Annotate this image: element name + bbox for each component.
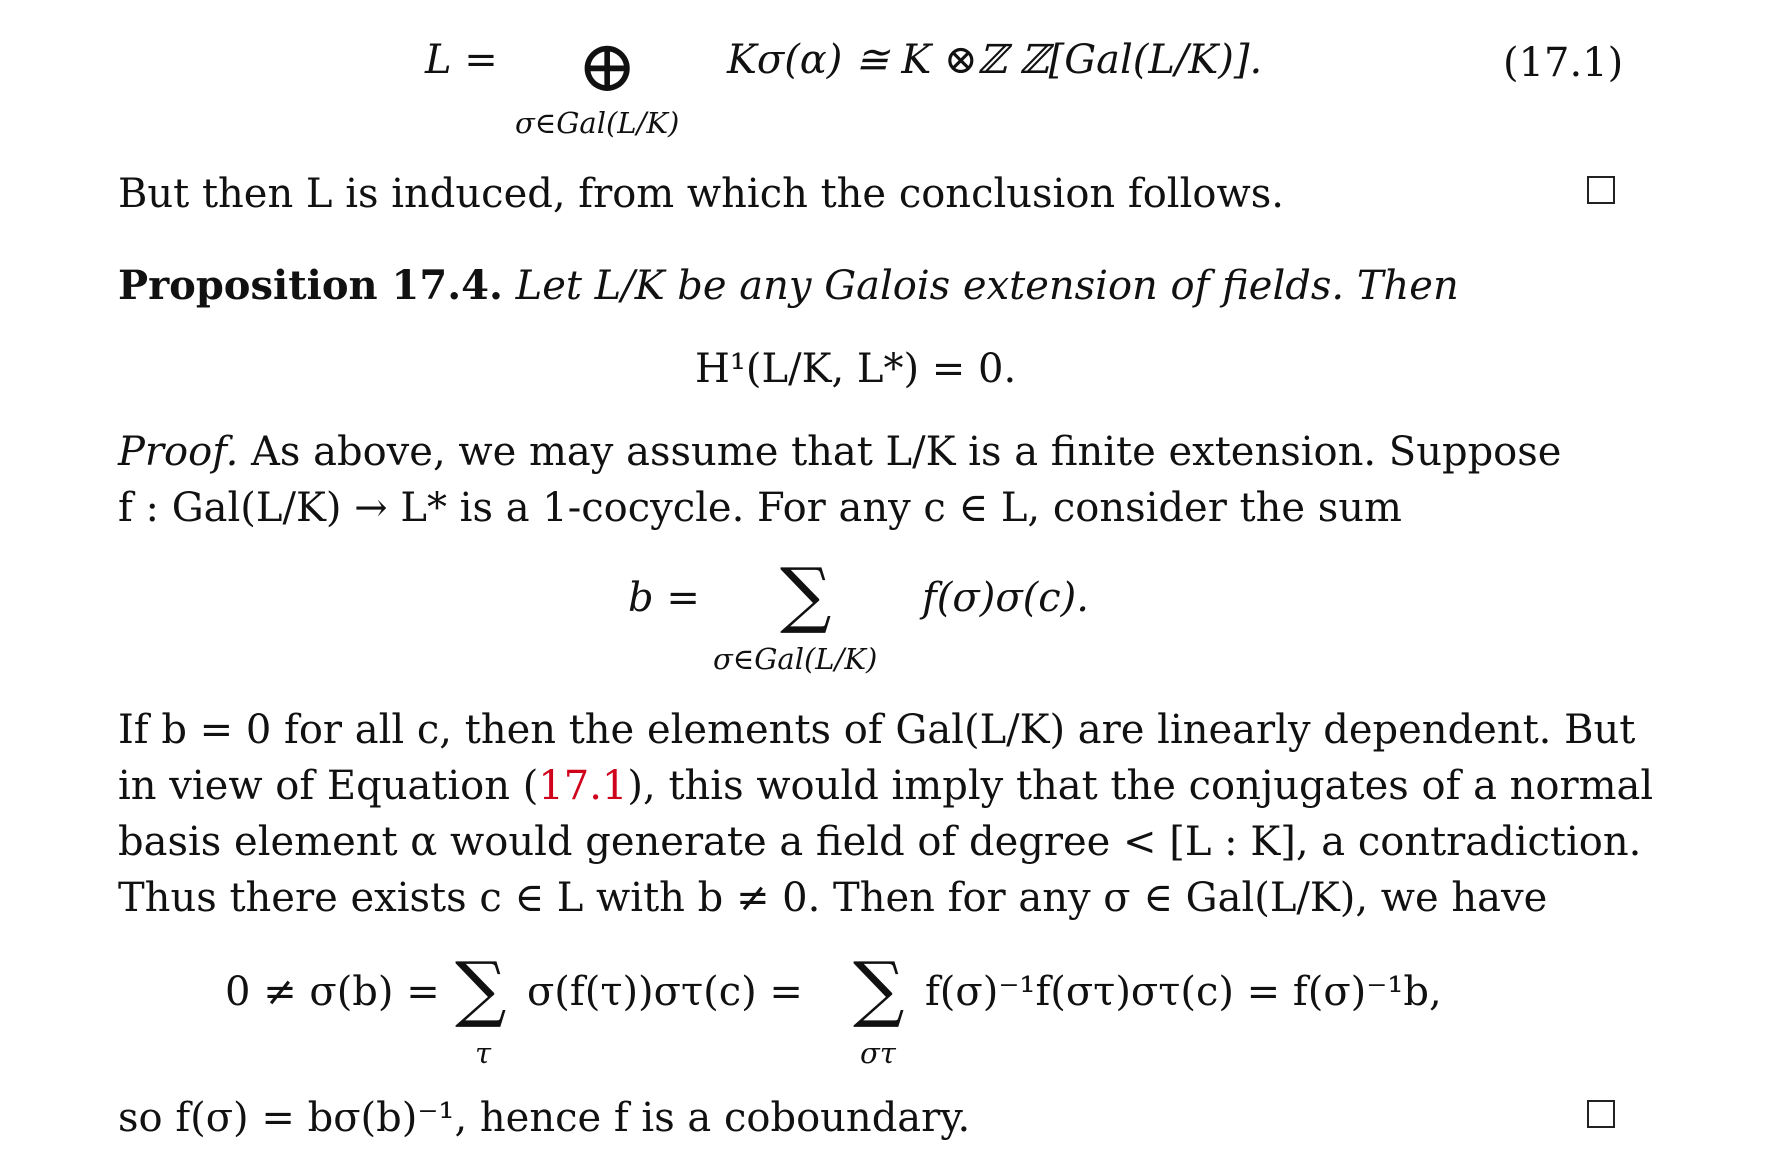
eq-sum-rhs: f(σ)σ(c). bbox=[922, 575, 1089, 621]
paragraph-line-1: If b = 0 for all c, then the elements of Gal(L/K) are linearly dependent. But bbox=[118, 707, 1636, 753]
proof-line-1-text: As above, we may assume that L/K is a finite extension. Suppose bbox=[251, 429, 1562, 475]
proposition-display: H¹(L/K, L*) = 0. bbox=[695, 346, 1017, 392]
eq-17-1-lhs: L = bbox=[425, 37, 498, 83]
qed-square-2 bbox=[1587, 1100, 1615, 1128]
proof-line-1 bbox=[118, 429, 1562, 475]
sum-operator: ∑ bbox=[780, 552, 832, 636]
equation-reference-link[interactable]: 17.1 bbox=[538, 763, 628, 809]
equation-number-17-1: (17.1) bbox=[1503, 40, 1624, 86]
direct-sum-operator: ⊕ bbox=[577, 24, 638, 108]
eq-17-1-subscript: σ∈Gal(L/K) bbox=[515, 106, 680, 140]
eq-chain-subscript-tau: τ bbox=[475, 1036, 492, 1070]
eq-chain-part-2: σ(f(τ))στ(c) = bbox=[527, 969, 803, 1015]
proposition-heading: Proposition 17.4. bbox=[118, 262, 503, 309]
proposition-statement: Let L/K be any Galois extension of fields. Then bbox=[515, 263, 1459, 309]
qed-square-1 bbox=[1587, 176, 1615, 204]
eq-chain-subscript-sigma-tau: στ bbox=[860, 1036, 896, 1070]
paragraph-line-2-before: in view of Equation ( bbox=[118, 763, 539, 809]
paragraph-line-2 bbox=[118, 763, 1654, 809]
eq-17-1-rhs: Kσ(α) ≅ K ⊗ℤ ℤ[Gal(L/K)]. bbox=[727, 37, 1263, 83]
eq-chain-part-3: f(σ)⁻¹f(στ)στ(c) = f(σ)⁻¹b, bbox=[925, 969, 1442, 1015]
proof-line-2: f : Gal(L/K) → L* is a 1-cocycle. For any c ∈ L, consider the sum bbox=[118, 485, 1402, 531]
eq-chain-part-1: 0 ≠ σ(b) = bbox=[225, 969, 440, 1015]
proof-label: Proof. bbox=[118, 429, 239, 475]
paragraph-line-3: basis element α would generate a field of degree < [L : K], a contradiction. bbox=[118, 819, 1642, 865]
sum-operator-tau: ∑ bbox=[455, 946, 507, 1030]
line-induced: But then L is induced, from which the conclusion follows. bbox=[118, 171, 1284, 217]
proposition-line bbox=[118, 262, 1459, 309]
final-line: so f(σ) = bσ(b)⁻¹, hence f is a coboundary. bbox=[118, 1095, 971, 1141]
sum-operator-sigma-tau: ∑ bbox=[853, 946, 905, 1030]
eq-sum-subscript: σ∈Gal(L/K) bbox=[713, 642, 878, 676]
paragraph-line-4: Thus there exists c ∈ L with b ≠ 0. Then for any σ ∈ Gal(L/K), we have bbox=[118, 875, 1548, 921]
paragraph-line-2-after: ), this would imply that the conjugates of a normal bbox=[627, 763, 1654, 809]
eq-sum-lhs: b = bbox=[628, 575, 700, 621]
